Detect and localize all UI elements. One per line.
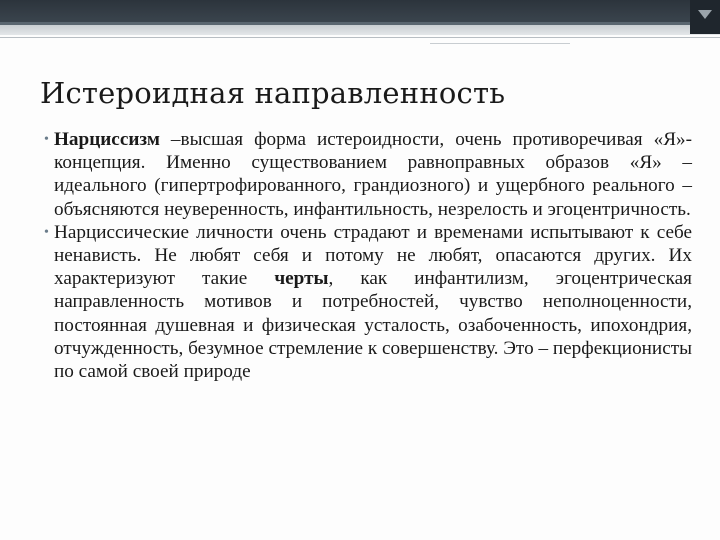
term-traits: черты	[274, 268, 329, 290]
header-rule-short	[430, 43, 570, 44]
header-bar	[0, 0, 720, 22]
paragraph-1-text: –высшая форма истероидности, очень противоречивая «Я»-концепция. Именно существованием равноправных образов «Я» – идеального (гипертрофированного, грандиозного) и ущербного реального – объясняются неуверенность, инфантильность, незрелость и эгоцентричность.	[54, 129, 692, 220]
paragraph-2-text-a: Нарциссические личности очень страдают и временами испытывают к себе ненависть. Не любят себя и потому не любят, опасаются других. Их характеризуют такие	[54, 221, 692, 290]
bullet-paragraph-1	[44, 128, 692, 221]
paragraph-2-text-b: , как инфантилизм, эгоцентрическая направленность мотивов и потребностей, чувство неполноценности, постоянная душевная и физическая усталость, озабоченность, ипохондрия, отчужденность, безумное стремление к совершенству. Это – перфекционисты по самой своей природе	[54, 268, 693, 383]
corner-triangle-icon	[698, 10, 712, 19]
bullet-paragraph-2	[44, 221, 692, 383]
slide-body	[44, 128, 692, 383]
bullet-icon: •	[44, 224, 49, 240]
bullet-icon: •	[44, 132, 49, 147]
header-accent-band	[0, 25, 720, 35]
slide-title: Истероидная направленность	[40, 76, 506, 110]
corner-block	[690, 0, 720, 34]
header-rule	[0, 37, 720, 38]
term-narcissism: Нарциссизм	[54, 129, 160, 150]
